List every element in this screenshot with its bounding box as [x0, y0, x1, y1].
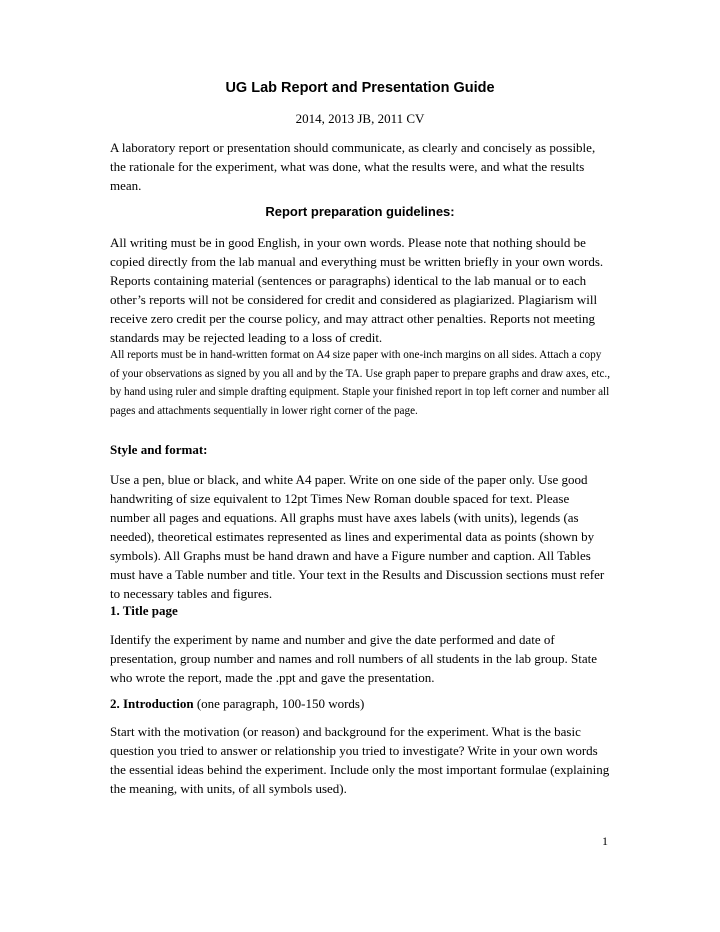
- section-introduction-paragraph: Start with the motivation (or reason) and background for the experiment. What is the basic question you tried to answer or relationship you tried to investigate? Write in your own words the essential ideas behind the experiment. Include only the most important formulae (explaining the meaning, with units, of all symbols used).: [110, 724, 610, 796]
- section-introduction-label: 2. Introduction: [110, 696, 194, 711]
- section-title-page-heading: 1. Title page: [110, 603, 178, 618]
- page-number: 1: [602, 834, 608, 848]
- section-introduction-note: (one paragraph, 100-150 words): [193, 696, 365, 711]
- report-guidelines-heading: Report preparation guidelines:: [265, 204, 455, 219]
- section-introduction-heading: [110, 696, 364, 712]
- style-format-paragraph: Use a pen, blue or black, and white A4 paper. Write on one side of the paper only. Use good handwriting of size equivalent to 12pt Times New Roman double spaced for text. Please number all pages and equations. All graphs must have axes labels (with units), legends (as needed), theoretical estimates represented as lines and experimental data as points (shown by symbols). All Graphs must be hand drawn and have a Figure number and caption. All Tables must have a Table number and title. Your text in the Results and Discussion sections must refer to necessary tables and figures.: [110, 472, 605, 601]
- section-title-page-paragraph: Identify the experiment by name and number and give the date performed and date of presentation, group number and names and roll numbers of all students in the lab group. State who wrote the report, made the .ppt and gave the presentation.: [110, 632, 598, 685]
- format-rules-paragraph: All reports must be in hand-written format on A4 size paper with one-inch margins on all sides. Attach a copy of your observations as signed by you all and by the TA. Use graph paper to prepare graphs and draw axes, etc., by hand using ruler and simple drafting equipment. Staple your finished report in top left corner and number all pages and attachments sequentially in lower right corner of the page.: [110, 349, 611, 417]
- document-subtitle: 2014, 2013 JB, 2011 CV: [295, 111, 425, 126]
- style-format-heading: Style and format:: [110, 442, 208, 457]
- writing-rules-paragraph: All writing must be in good English, in your own words. Please note that nothing should be copied directly from the lab manual and everything must be written briefly in your own words. Reports containing material (sentences or paragraphs) identical to the lab manual or to each other’s reports will not be considered for credit and considered as plagiarized. Plagiarism will receive zero credit per the course policy, and may attract other penalties. Reports not meeting standards may be rejected leading to a loss of credit.: [110, 235, 604, 345]
- document-title: UG Lab Report and Presentation Guide: [225, 80, 495, 96]
- intro-paragraph: A laboratory report or presentation should communicate, as clearly and concisely as possible, the rationale for the experiment, what was done, what the results were, and what the results mean.: [110, 140, 596, 193]
